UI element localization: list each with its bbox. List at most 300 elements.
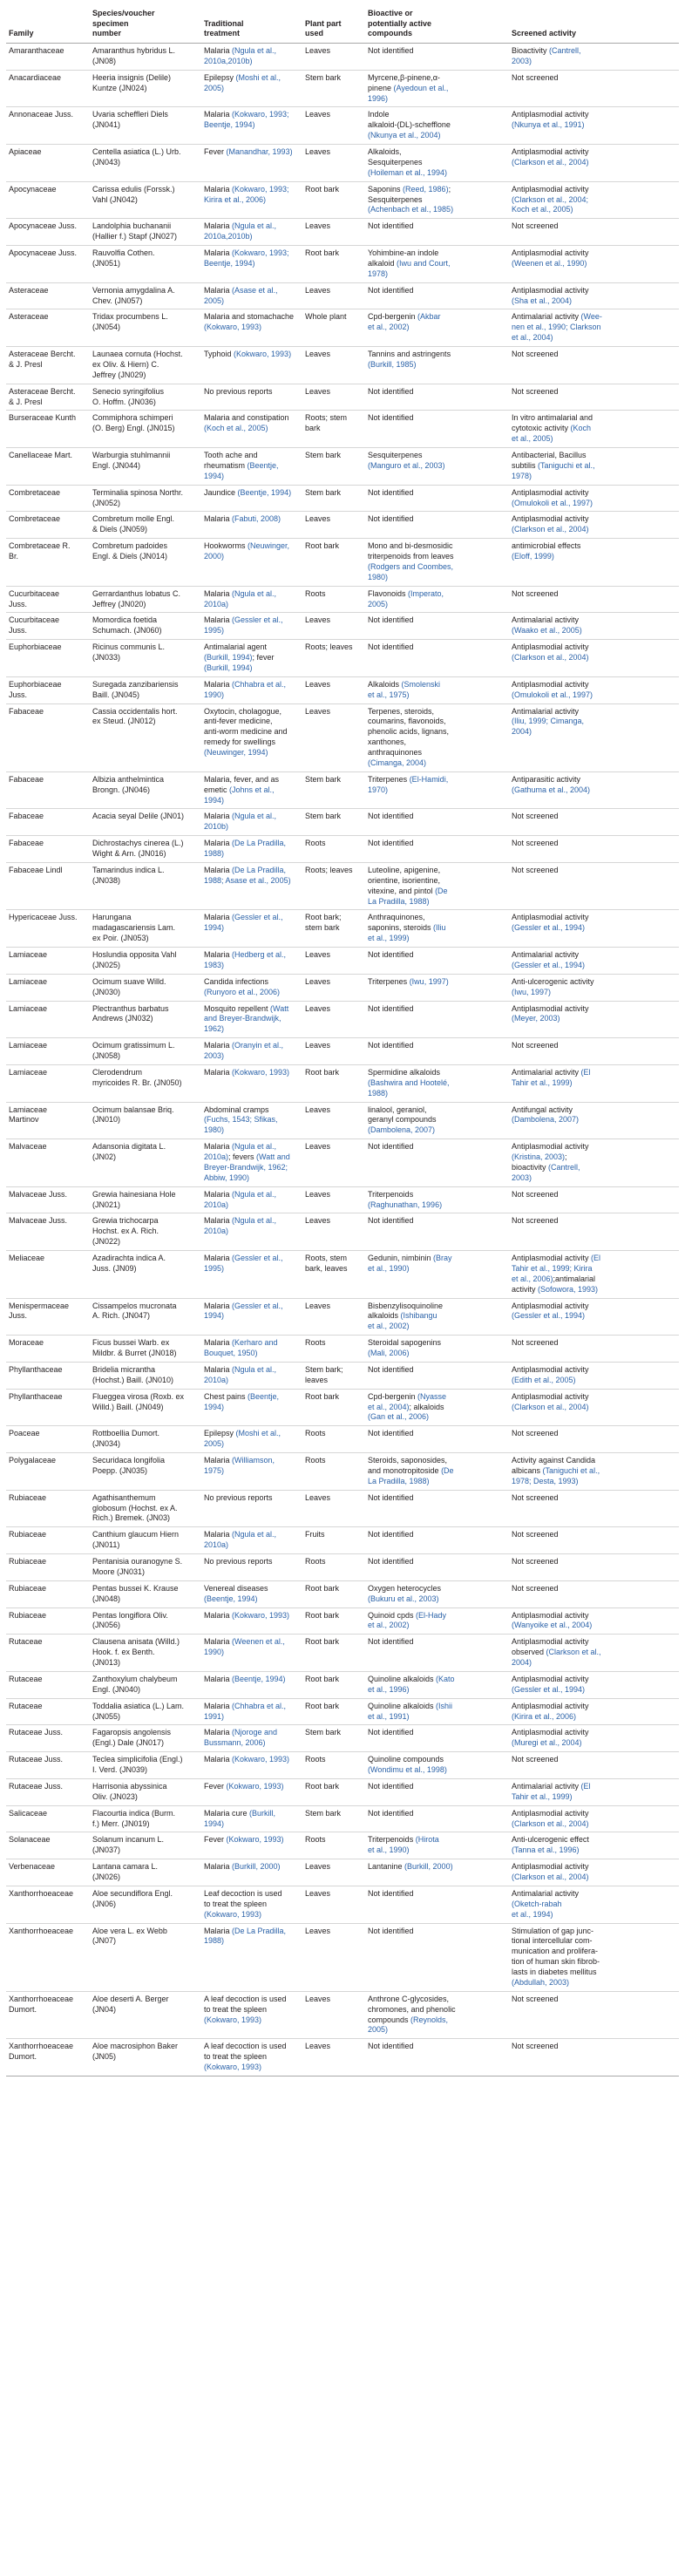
table-row <box>6 1038 679 1065</box>
cell-traditional-treatment <box>201 1886 302 1923</box>
cell-text: Fabaceae <box>9 812 44 821</box>
cell-text: Cpd-bergenin <box>368 1391 418 1401</box>
cell-compounds <box>365 1832 509 1859</box>
cell-text: Solanaceae <box>9 1835 51 1845</box>
cell-screened-activity <box>509 44 679 71</box>
cell-compounds <box>365 1038 509 1065</box>
cell-species <box>90 411 201 448</box>
cell-traditional-treatment <box>201 1832 302 1859</box>
cell-screened-activity <box>509 246 679 283</box>
cell-plant-part <box>302 703 365 771</box>
cell-species <box>90 613 201 640</box>
cell-plant-part <box>302 1389 365 1426</box>
cell-compounds <box>365 219 509 246</box>
citation-text: (Moshi et al., 2005) <box>204 72 281 92</box>
cell-text: Oxygen heterocycles <box>368 1583 442 1593</box>
table-row <box>6 1698 679 1725</box>
cell-text: Antimalarial activity <box>512 615 580 625</box>
cell-compounds <box>365 613 509 640</box>
citation-text: (Kokwaro, 1993; Beentje, 1994) <box>204 248 289 268</box>
cell-text: Malvaceae Juss. <box>9 1189 68 1199</box>
cell-family <box>6 676 90 703</box>
cell-text: Leaves <box>305 147 331 157</box>
table-row <box>6 676 679 703</box>
cell-plant-part <box>302 1453 365 1491</box>
cell-text: Hoslundia opposita Vahl (JN025) <box>92 950 177 969</box>
cell-compounds <box>365 836 509 863</box>
cell-plant-part <box>302 676 365 703</box>
cell-screened-activity <box>509 1886 679 1923</box>
citation-text: (Edith et al., 2005) <box>512 1375 576 1384</box>
cell-text: Lamiaceae <box>9 950 48 960</box>
cell-traditional-treatment <box>201 910 302 948</box>
cell-compounds <box>365 1426 509 1453</box>
cell-text: Clausena anisata (Willd.) Hook. f. ex Benth. (JN013) <box>92 1637 180 1668</box>
cell-plant-part <box>302 836 365 863</box>
cell-text: Roots <box>305 1429 326 1438</box>
cell-text: Lamiaceae <box>9 1003 48 1013</box>
cell-text: Quinoid cpds <box>368 1610 417 1620</box>
table-row <box>6 586 679 613</box>
cell-traditional-treatment <box>201 974 302 1001</box>
cell-text: Centella asiatica (L.) Urb. (JN043) <box>92 147 181 167</box>
cell-text: Euphorbiaceae <box>9 642 62 652</box>
table-row <box>6 1336 679 1363</box>
cell-text: Apocynaceae Juss. <box>9 221 78 231</box>
citation-text: (De La Pradilla, 1988) <box>368 1465 454 1485</box>
cell-text: Antimalarial activity <box>512 950 580 960</box>
cell-text: In vitro antimalarial and cytotoxic activity <box>512 413 593 433</box>
cell-screened-activity <box>509 1580 679 1607</box>
cell-family <box>6 809 90 836</box>
table-row <box>6 1778 679 1805</box>
cell-screened-activity <box>509 809 679 836</box>
cell-text: ; fevers <box>228 1152 257 1162</box>
cell-species <box>90 1580 201 1607</box>
cell-species <box>90 1426 201 1453</box>
cell-screened-activity <box>509 1336 679 1363</box>
table-row <box>6 1139 679 1187</box>
cell-text: Malaria <box>204 1041 233 1050</box>
cell-family <box>6 836 90 863</box>
citation-text: (Ngula et al., 2010a) <box>204 588 277 608</box>
citation-text: (Neuwinger, 1994) <box>204 748 268 758</box>
cell-species <box>90 539 201 587</box>
cell-text: Phyllanthaceae <box>9 1391 63 1401</box>
table-row <box>6 70 679 107</box>
citation-text: (Smolenski et al., 1975) <box>368 679 441 699</box>
cell-text: Vernonia amygdalina A. Chev. (JN057) <box>92 285 175 305</box>
cell-text: Not identified <box>368 1041 414 1050</box>
citation-text: (Bray et al., 1990) <box>368 1254 452 1273</box>
table-row <box>6 1453 679 1491</box>
cell-text: Root bark <box>305 1674 340 1683</box>
cell-text: Harungana madagascariensis Lam. ex Poir. (JN053) <box>92 913 176 943</box>
cell-text: Pentas longiflora Oliv. (JN056) <box>92 1610 168 1630</box>
cell-species <box>90 309 201 347</box>
cell-text: Yohimbine-an indole alkaloid <box>368 248 439 268</box>
cell-text: Luteoline, apigenine, orientine, isorientine, vitexine, and pintol <box>368 865 441 895</box>
citation-text: (Kokwaro, 1993) <box>204 2063 262 2072</box>
cell-screened-activity <box>509 219 679 246</box>
citation-text: (Manandhar, 1993) <box>226 147 293 157</box>
cell-text: Commiphora schimperi (O. Berg) Engl. (JN015) <box>92 413 175 433</box>
cell-family <box>6 44 90 71</box>
cell-compounds <box>365 411 509 448</box>
cell-text: Stem bark <box>305 1728 342 1737</box>
table-row <box>6 44 679 71</box>
table-row <box>6 485 679 512</box>
cell-text: Malaria <box>204 1456 233 1465</box>
header-compounds: Bioactive or potentially active compounds <box>365 3 509 44</box>
citation-text: (Ngula et al., 2010a) <box>204 1189 277 1209</box>
cell-text: Not identified <box>368 386 414 396</box>
cell-text: Anti-ulcerogenic activity <box>512 976 594 986</box>
cell-species <box>90 1251 201 1299</box>
cell-compounds <box>365 1635 509 1672</box>
cell-text: Grewia hainesiana Hole (JN021) <box>92 1189 176 1209</box>
cell-compounds <box>365 1805 509 1832</box>
cell-family <box>6 1886 90 1923</box>
cell-text: Root bark <box>305 1391 340 1401</box>
cell-compounds <box>365 107 509 145</box>
cell-text: Xanthorrhoeaceae Dumort. <box>9 1994 74 2014</box>
cell-family <box>6 1186 90 1213</box>
cell-text: Not identified <box>368 2042 414 2051</box>
header-traditional-treatment: Traditional treatment <box>201 3 302 44</box>
cell-compounds <box>365 1298 509 1336</box>
cell-screened-activity <box>509 1923 679 1991</box>
cell-species <box>90 1832 201 1859</box>
cell-text: Azadirachta indica A. Juss. (JN09) <box>92 1254 166 1273</box>
cell-plant-part <box>302 1554 365 1581</box>
cell-text: Stem bark; leaves <box>305 1364 343 1384</box>
cell-text: Euphorbiaceae Juss. <box>9 679 62 699</box>
cell-text: Rutaceae Juss. <box>9 1728 64 1737</box>
cell-text: Quinoline alkaloids <box>368 1701 437 1710</box>
cell-text: Xanthorrhoeaceae <box>9 1888 74 1898</box>
table-row <box>6 809 679 836</box>
cell-plant-part <box>302 1527 365 1554</box>
table-row <box>6 1213 679 1251</box>
cell-family <box>6 70 90 107</box>
cell-text: Not identified <box>368 1637 414 1647</box>
cell-text: Asteraceae <box>9 312 49 322</box>
cell-text: Bisbenzylisoquinoline alkaloids <box>368 1301 444 1321</box>
cell-text: Antibacterial, Bacillus subtilis <box>512 451 587 470</box>
cell-family <box>6 1698 90 1725</box>
cell-screened-activity <box>509 1554 679 1581</box>
cell-text: Rubiaceae <box>9 1610 47 1620</box>
cell-species <box>90 1554 201 1581</box>
cell-traditional-treatment <box>201 1298 302 1336</box>
cell-text: Warburgia stuhlmannii Engl. (JN044) <box>92 451 171 470</box>
cell-text: Malaria <box>204 1701 233 1710</box>
cell-screened-activity <box>509 1362 679 1389</box>
cell-screened-activity <box>509 1635 679 1672</box>
cell-plant-part <box>302 910 365 948</box>
cell-traditional-treatment <box>201 613 302 640</box>
cell-text: Malaria <box>204 913 233 922</box>
cell-text: Antiplasmodial activity <box>512 1808 589 1818</box>
cell-screened-activity <box>509 1671 679 1698</box>
cell-family <box>6 1832 90 1859</box>
cell-screened-activity <box>509 1859 679 1886</box>
cell-plant-part <box>302 145 365 182</box>
citation-text: (Burkill, 1994) <box>204 663 253 672</box>
cell-text: Aloe macrosiphon Baker (JN05) <box>92 2042 179 2062</box>
cell-text: Malaria <box>204 514 233 524</box>
table-row <box>6 1832 679 1859</box>
cell-traditional-treatment <box>201 676 302 703</box>
cell-text: Not identified <box>368 221 414 231</box>
cell-text: Malaria <box>204 1755 233 1764</box>
cell-text: Malvaceae Juss. <box>9 1216 68 1226</box>
cell-text: Rubiaceae <box>9 1530 47 1539</box>
cell-family <box>6 1527 90 1554</box>
citation-text: (Achenbach et al., 1985) <box>368 205 454 214</box>
cell-text: Lamiaceae <box>9 1067 48 1077</box>
medicinal-plants-table <box>6 3 679 2076</box>
cell-traditional-treatment <box>201 1001 302 1038</box>
cell-text: Not screened <box>512 1338 559 1348</box>
cell-compounds <box>365 640 509 677</box>
cell-text: Rutaceae <box>9 1701 43 1710</box>
cell-compounds <box>365 586 509 613</box>
citation-text: (Reynolds, 2005) <box>368 2015 449 2035</box>
cell-plant-part <box>302 771 365 809</box>
cell-plant-part <box>302 1752 365 1779</box>
cell-text: Triterpenoids <box>368 1835 416 1845</box>
cell-text: Poaceae <box>9 1429 40 1438</box>
cell-family <box>6 1991 90 2039</box>
cell-text: Alkaloids <box>368 679 402 689</box>
cell-traditional-treatment <box>201 1554 302 1581</box>
cell-text: Harrisonia abyssinica Oliv. (JN023) <box>92 1781 167 1801</box>
cell-family <box>6 309 90 347</box>
cell-text: Dichrostachys cinerea (L.) Wight & Arn. (JN016) <box>92 839 184 859</box>
cell-text: Stem bark <box>305 774 342 784</box>
cell-species <box>90 44 201 71</box>
cell-text: Malaria <box>204 46 233 56</box>
citation-text: (Sha et al., 2004) <box>512 296 573 305</box>
cell-compounds <box>365 1527 509 1554</box>
cell-text: Malaria <box>204 1142 233 1152</box>
cell-text: Polygalaceae <box>9 1456 57 1465</box>
citation-text: (Burkill, 1985) <box>368 359 417 369</box>
cell-plant-part <box>302 1725 365 1752</box>
cell-text: Agathisanthemum globosum (Hochst. ex A. Rich.) Bremek. (JN03) <box>92 1492 178 1523</box>
cell-text: Annonaceae Juss. <box>9 110 74 119</box>
cell-plant-part <box>302 512 365 539</box>
cell-text: Tamarindus indica L. (JN038) <box>92 865 165 885</box>
cell-screened-activity <box>509 1389 679 1426</box>
cell-text: Malaria <box>204 1610 233 1620</box>
table-row <box>6 1991 679 2039</box>
citation-text: (Watt and Breyer-Brandwijk, 1962; Abbiw, 1990) <box>204 1152 290 1182</box>
table-row <box>6 1752 679 1779</box>
citation-text: (Burkill, 2000) <box>232 1862 281 1872</box>
citation-text: (Clarkson et al., 2004) <box>512 1818 589 1828</box>
cell-species <box>90 1038 201 1065</box>
cell-plant-part <box>302 1213 365 1251</box>
cell-text: Malaria <box>204 1301 233 1310</box>
cell-screened-activity <box>509 512 679 539</box>
cell-screened-activity <box>509 676 679 703</box>
cell-text: Combretaceae <box>9 487 61 497</box>
cell-screened-activity <box>509 309 679 347</box>
cell-text: Anacardiaceae <box>9 72 62 82</box>
citation-text: (Bukuru et al., 2003) <box>368 1594 439 1603</box>
citation-text: (Kato et al., 1996) <box>368 1674 455 1694</box>
cell-compounds <box>365 1554 509 1581</box>
cell-text: Malaria <box>204 839 233 848</box>
citation-text: (Burkill, 2000) <box>404 1862 453 1872</box>
cell-text: Malaria <box>204 812 233 821</box>
cell-traditional-treatment <box>201 70 302 107</box>
table-row <box>6 1389 679 1426</box>
cell-species <box>90 1336 201 1363</box>
cell-family <box>6 145 90 182</box>
cell-plant-part <box>302 640 365 677</box>
cell-plant-part <box>302 1671 365 1698</box>
cell-text: Antiplasmodial activity <box>512 1674 589 1683</box>
cell-text: Antiplasmodial activity <box>512 1254 592 1263</box>
cell-family <box>6 1607 90 1635</box>
cell-text: A leaf decoction is used to treat the spleen <box>204 2042 287 2062</box>
cell-text: Not identified <box>368 1216 414 1226</box>
cell-plant-part <box>302 1698 365 1725</box>
citation-text: (Iwu, 1997) <box>512 987 552 996</box>
citation-text: (Johns et al., 1994) <box>204 785 275 805</box>
cell-screened-activity <box>509 910 679 948</box>
table-row <box>6 1923 679 1991</box>
cell-traditional-treatment <box>201 512 302 539</box>
cell-compounds <box>365 1389 509 1426</box>
citation-text: (Omulokoli et al., 1997) <box>512 498 593 507</box>
citation-text: (Iliu, 1999; Cimanga, 2004) <box>512 717 585 737</box>
cell-plant-part <box>302 1038 365 1065</box>
cell-species <box>90 586 201 613</box>
table-row <box>6 539 679 587</box>
table-row <box>6 219 679 246</box>
cell-text: Leaves <box>305 1492 331 1502</box>
cell-text: Not screened <box>512 221 559 231</box>
cell-traditional-treatment <box>201 640 302 677</box>
cell-text: Stem bark <box>305 812 342 821</box>
cell-text: Apiaceae <box>9 147 42 157</box>
citation-text: (Hirota et al., 1990) <box>368 1835 439 1855</box>
cell-text: Fabaceae <box>9 839 44 848</box>
table-row <box>6 1554 679 1581</box>
citation-text: (Clarkson et al., 2004) <box>512 1402 589 1411</box>
citation-text: (Cantrell, 2003) <box>512 1162 580 1182</box>
cell-compounds <box>365 347 509 384</box>
cell-traditional-treatment <box>201 1805 302 1832</box>
cell-compounds <box>365 145 509 182</box>
cell-text: Lamiaceae Martinov <box>9 1104 48 1125</box>
cell-plant-part <box>302 1298 365 1336</box>
cell-text: Aloe deserti A. Berger (JN04) <box>92 1994 169 2014</box>
cell-plant-part <box>302 1886 365 1923</box>
cell-species <box>90 1923 201 1991</box>
cell-species <box>90 384 201 411</box>
citation-text: (El-Hady et al., 2002) <box>368 1610 447 1630</box>
cell-text: Plectranthus barbatus Andrews (JN032) <box>92 1003 169 1023</box>
citation-text: (Beentje, 1994) <box>237 487 292 497</box>
table-row <box>6 1001 679 1038</box>
cell-text: Leaves <box>305 1862 331 1872</box>
cell-species <box>90 1635 201 1672</box>
cell-species <box>90 862 201 910</box>
cell-text: Salicaceae <box>9 1808 48 1818</box>
cell-text: Grewia trichocarpa Hochst. ex A. Rich. (JN022) <box>92 1216 159 1247</box>
cell-text: Fabaceae <box>9 706 44 716</box>
citation-text: (Fuchs, 1543; Sfikas, 1980) <box>204 1115 278 1135</box>
cell-text: Cpd-bergenin <box>368 312 418 322</box>
table-row <box>6 771 679 809</box>
cell-family <box>6 1038 90 1065</box>
cell-compounds <box>365 1251 509 1299</box>
citation-text: (Meyer, 2003) <box>512 1014 560 1023</box>
cell-species <box>90 2039 201 2076</box>
cell-species <box>90 974 201 1001</box>
cell-text: Albizia anthelmintica Brongn. (JN046) <box>92 774 165 794</box>
cell-text: Malaria <box>204 1216 233 1226</box>
header-row <box>6 3 679 44</box>
citation-text: (Chhabra et al., 1991) <box>204 1701 287 1721</box>
cell-screened-activity <box>509 384 679 411</box>
cell-text: Leaves <box>305 1041 331 1050</box>
cell-plant-part <box>302 1805 365 1832</box>
cell-screened-activity <box>509 613 679 640</box>
cell-text: Quinoline alkaloids <box>368 1674 437 1683</box>
cell-traditional-treatment <box>201 1186 302 1213</box>
cell-species <box>90 1859 201 1886</box>
cell-text: Lantana camara L. (JN026) <box>92 1862 159 1882</box>
cell-traditional-treatment <box>201 1389 302 1426</box>
cell-text: Not screened <box>512 865 559 874</box>
citation-text: (Kokwaro, 1993; Beentje, 1994) <box>204 110 289 130</box>
cell-text: Uvaria scheffleri Diels (JN041) <box>92 110 168 130</box>
table-row <box>6 640 679 677</box>
cell-traditional-treatment <box>201 1213 302 1251</box>
citation-text: (Gessler et al., 1994) <box>512 1311 586 1321</box>
cell-text: Apocynaceae Juss. <box>9 248 78 258</box>
cell-text: Tridax procumbens L. (JN054) <box>92 312 168 332</box>
cell-family <box>6 512 90 539</box>
citation-text: (Ngula et al., 2010a,2010b) <box>204 221 277 241</box>
citation-text: (Waako et al., 2005) <box>512 626 582 636</box>
cell-text: Malaria cure <box>204 1808 250 1818</box>
cell-compounds <box>365 862 509 910</box>
cell-plant-part <box>302 448 365 486</box>
cell-species <box>90 1671 201 1698</box>
cell-family <box>6 1213 90 1251</box>
cell-text: Triterpenes <box>368 774 410 784</box>
cell-text: Root bark <box>305 1781 340 1791</box>
cell-text: Ocimum balansae Briq. (JN010) <box>92 1104 174 1125</box>
cell-text: Combretum molle Engl. & Diels (JN059) <box>92 514 175 534</box>
cell-traditional-treatment <box>201 586 302 613</box>
cell-text: Not identified <box>368 1364 414 1374</box>
cell-species <box>90 145 201 182</box>
cell-text: Leaves <box>305 2042 331 2051</box>
citation-text: (Oketch-rabah et al., 1994) <box>512 1899 562 1919</box>
cell-text: Not identified <box>368 1808 414 1818</box>
cell-text: Leaves <box>305 1888 331 1898</box>
cell-traditional-treatment <box>201 485 302 512</box>
